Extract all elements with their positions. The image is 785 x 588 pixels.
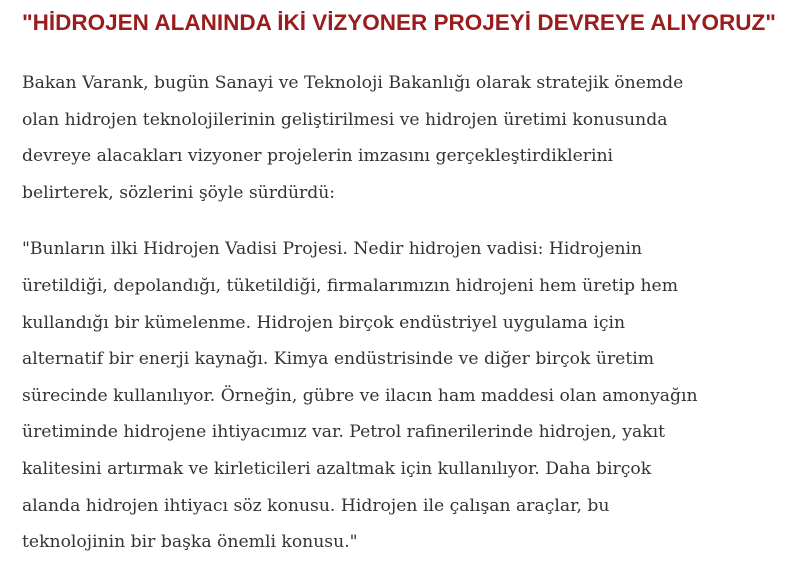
paragraph-intro: Bakan Varank, bugün Sanayi ve Teknoloji Bakanlığı olarak stratejik önemde olan hidrojen teknolojilerinin geliştirilmesi ve hidrojen üretimi konusunda devreye alacakları vizyoner projelerin imzasını gerçekleştirdiklerini belirterek, sözlerini şöyle sürdürdü: [22,73,684,203]
paragraph-quote: "Bunların ilki Hidrojen Vadisi Projesi. Nedir hidrojen vadisi: Hidrojenin üretildiği, depolandığı, tüketildiği, firmalarımızın hidrojeni hem üretip hem kullandığı bir kümelenme. Hidrojen birçok endüstriyel uygulama için alternatif bir enerji kaynağı. Kimya endüstrisinde ve diğer birçok üretim sürecinde kullanılıyor. Örneğin, gübre ve ilacın ham maddesi olan amonyağın üretiminde hidrojene ihtiyacımız var. Petrol rafinerilerinde hidrojen, yakıt kalitesini artırmak ve kirleticileri azaltmak için kullanılıyor. Daha birçok alanda hidrojen ihtiyacı söz konusu. Hidrojen ile çalışan araçlar, bu teknolojinin bir başka önemli konusu." [22,239,698,553]
section-subheading: "HİDROJEN ALANINDA İKİ VİZYONER PROJEYİ DEVREYE ALIYORUZ" [22,10,776,35]
